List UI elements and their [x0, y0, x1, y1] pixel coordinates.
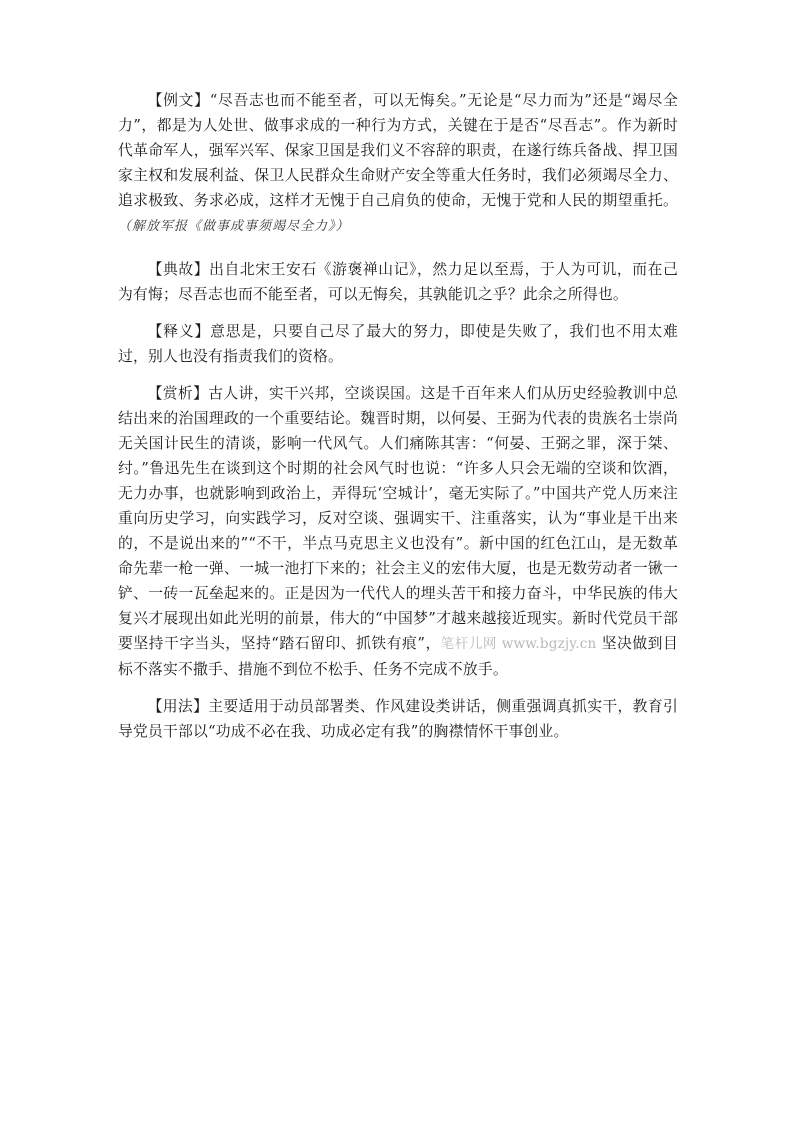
allusion-body: 出自北宋王安石《游褒禅山记》，然力足以至焉，于人为可讥，而在己为有悔；尽吾志也而不能至者，可以无悔矣，其孰能讥之乎？此余之所得也。: [118, 261, 678, 303]
appreciation-body-a: 古人讲，实干兴邦，空谈误国。这是千百年来人们从历史经验教训中总结出来的治国理政的一个重要结论。魏晋时期，以何晏、王弼为代表的贵族名士崇尚无关国计民生的清谈，影响一代风气。人们痛陈其害：“何晏、王弼之罪，深于桀、纣。”鲁迅先生在谈到这个时期的社会风气时也说：“许多人只会无端的空谈和饮酒，无力办事，也就影响到政治上，弄得玩‘空城计’，毫无实际了。”中国共产党人历来注重向历史学习，向实践学习，反对空谈、强调实干、注重落实，认为“事业是干出来的，不是说出来的”“不干，半点马克思主义也没有”。新中国的红色江山，是无数革命先辈一枪一弹、一城一池打下来的；社会主义的宏伟大厦，也是无数劳动者一锹一铲、一砖一瓦垒起来的。正是因为一代代人的埋头苦干和接力奋斗，中华民族的伟大复兴才展现出如此光明的前景，伟大的“中国梦”才越来越接近现实。新时代党员干部要坚持干字当头，坚持“踏石留印、抓铁有痕”，: [118, 385, 678, 652]
appreciation-paragraph: [118, 381, 678, 682]
meaning-body: 意思是，只要自己尽了最大的努力，即使是失败了，我们也不用太难过，别人也没有指责我们的资格。: [118, 323, 678, 365]
meaning-paragraph: [118, 319, 678, 369]
usage-body: 主要适用于动员部署类、作风建设类讲话，侧重强调真抓实干，教育引导党员干部以“功成不必在我、功成必定有我”的胸襟情怀干事创业。: [118, 698, 678, 740]
example-body: “尽吾志也而不能至者，可以无悔矣。”无论是“尽力而为”还是“竭尽全力”，都是为人处世、做事求成的一种行为方式，关键在于是否“尽吾志”。作为新时代革命军人，强军兴军、保家卫国是我们义不容辞的职责，在遂行练兵备战、捍卫国家主权和发展利益、保卫人民群众生命财产安全等重大任务时，我们必须竭尽全力、追求极致、务求必成，这样才无愧于自己肩负的使命，无愧于党和人民的期望重托。: [118, 92, 678, 209]
usage-tag: 【用法】: [147, 698, 209, 715]
document-page: [118, 88, 678, 756]
allusion-paragraph: [118, 257, 678, 307]
appreciation-body-b: 坚决做到目标不落实不撒手、措施不到位不松手、任务不完成不放手。: [118, 635, 679, 678]
example-paragraph: [118, 88, 678, 239]
allusion-tag: 【典故】: [147, 261, 210, 278]
meaning-tag: 【释义】: [147, 323, 211, 340]
example-tag: 【例文】: [147, 92, 210, 109]
appreciation-tag: 【赏析】: [147, 385, 209, 402]
site-watermark: 笔杆儿网 www.bgzjy.cn: [440, 636, 597, 652]
example-source: （解放军报《做事成事须竭尽全力》）: [118, 219, 350, 234]
usage-paragraph: [118, 694, 678, 744]
